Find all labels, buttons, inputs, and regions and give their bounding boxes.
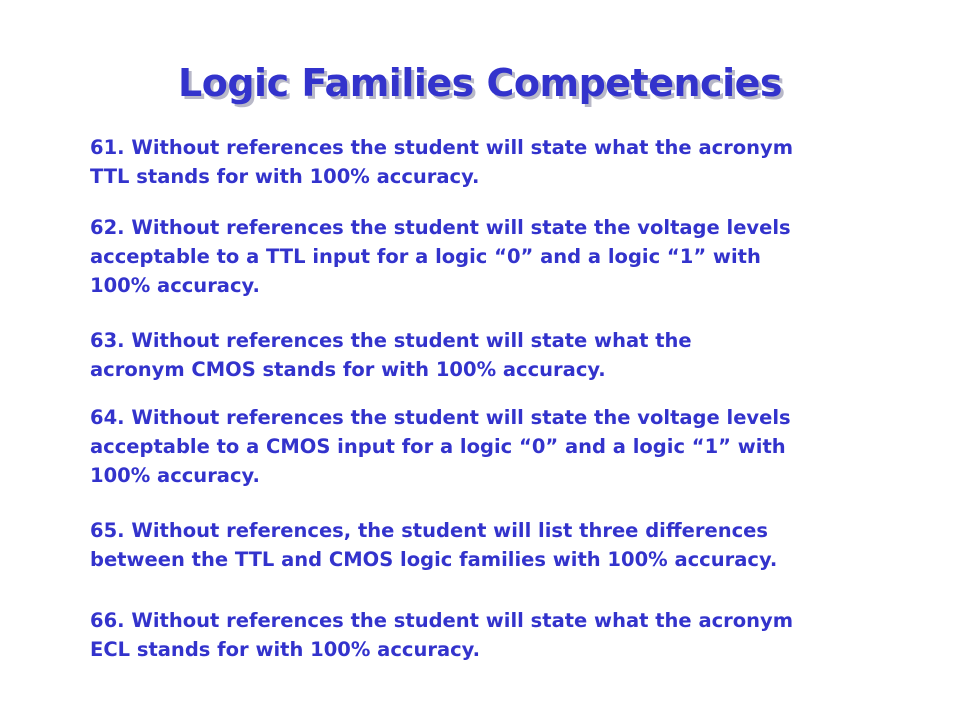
competency-line: 61. Without references the student will state what the acronym <box>90 136 794 159</box>
competency-line: 66. Without references the student will state what the acronym <box>90 609 794 632</box>
competency-line: acceptable to a CMOS input for a logic “0” and a logic “1” with <box>90 435 786 458</box>
competency-line: 63. Without references the student will state what the <box>90 329 692 352</box>
competency-61 <box>90 133 880 191</box>
competency-64 <box>90 403 880 490</box>
competency-line: acceptable to a TTL input for a logic “0” and a logic “1” with <box>90 245 761 268</box>
competency-line: 62. Without references the student will state the voltage levels <box>90 216 791 239</box>
competency-line: between the TTL and CMOS logic families with 100% accuracy. <box>90 548 778 571</box>
competency-62 <box>90 213 880 300</box>
competency-line: 100% accuracy. <box>90 464 260 487</box>
competency-65 <box>90 516 880 574</box>
competency-line: 64. Without references the student will state the voltage levels <box>90 406 791 429</box>
competency-line: 100% accuracy. <box>90 274 260 297</box>
competency-63 <box>90 326 880 384</box>
competency-66 <box>90 606 880 664</box>
competency-line: 65. Without references, the student will list three differences <box>90 519 768 542</box>
slide-title: Logic Families Competencies <box>178 61 782 105</box>
competency-line: acronym CMOS stands for with 100% accuracy. <box>90 358 606 381</box>
competency-line: ECL stands for with 100% accuracy. <box>90 638 480 661</box>
competency-line: TTL stands for with 100% accuracy. <box>90 165 480 188</box>
